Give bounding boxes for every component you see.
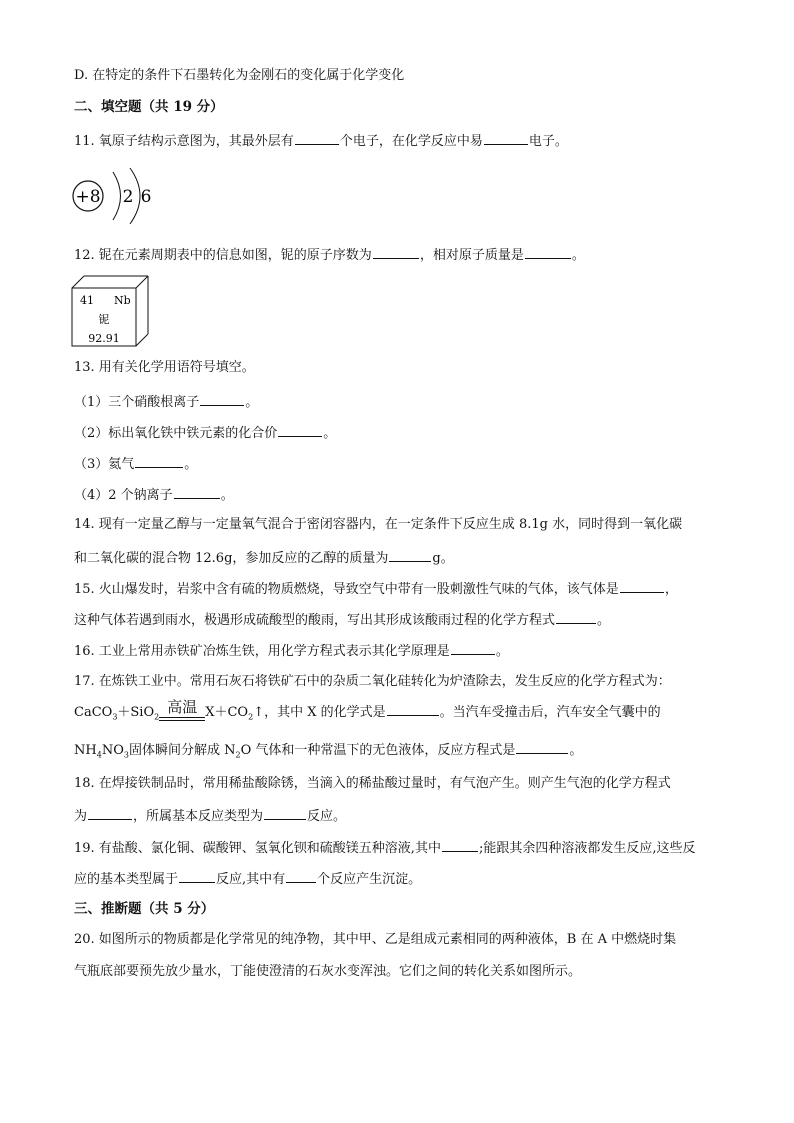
q13-blank-4[interactable] [174, 485, 220, 499]
q19-blank-1[interactable] [442, 838, 478, 852]
q11 [74, 131, 568, 151]
q11-blank-1[interactable] [295, 131, 339, 145]
subscript-4: 4 [96, 750, 102, 760]
q13-item-2 [74, 423, 336, 443]
q17-line-3 [74, 740, 582, 760]
q16 [74, 641, 509, 661]
q17-text-4: O 气体和一种常温下的无色液体，反应方程式是 [240, 743, 516, 758]
q18-text-3: 反应。 [307, 809, 347, 824]
q15-line-2 [74, 610, 610, 630]
q13-item-3 [74, 454, 197, 474]
atomic-mass: 92.91 [88, 332, 120, 345]
q18-text-2: ，所属基本反应类型为 [133, 809, 264, 824]
q18-line-2 [74, 806, 346, 826]
element-symbol: Nb [114, 294, 131, 307]
shell-2-electrons: 6 [140, 187, 152, 207]
q15-blank-1[interactable] [620, 579, 664, 593]
q13-item-1 [74, 392, 258, 412]
q16-blank[interactable] [451, 641, 495, 655]
q19-text: 19. 有盐酸、氯化铜、碳酸钾、氢氧化钡和硫酸镁五种溶液,其中 [74, 841, 441, 856]
section3-title: 三、推断题（共 5 分） [74, 901, 215, 917]
q18-text: 为 [74, 809, 88, 824]
subscript-3b: 3 [123, 750, 129, 760]
q13-item-3-text: （3）氦气 [74, 457, 135, 472]
periodic-table-cell [70, 274, 160, 350]
q19-blank-3[interactable] [286, 869, 316, 883]
subscript-2b: 2 [248, 712, 254, 722]
q17-question: ↑，其中 X 的化学式是 [253, 705, 386, 720]
q19-line-2 [74, 869, 421, 889]
q14-blank[interactable] [389, 548, 431, 562]
q20-line-1: 20. 如图所示的物质都是化学常见的纯净物，其中甲、乙是组成元素相同的两种液体，B 在 A 中燃烧时集 [74, 932, 677, 947]
nh4no3-formula-2: NO [101, 743, 124, 758]
subscript-2: 2 [154, 712, 160, 722]
q13-item-4 [74, 485, 234, 505]
electron-shell-1-arc [113, 172, 121, 220]
q13-item-1-text: （1）三个硝酸根离子 [74, 395, 200, 410]
q12-text-3: 。 [571, 248, 585, 263]
q18-blank-1[interactable] [88, 806, 132, 820]
atomic-number: 41 [80, 294, 94, 307]
sio2-formula: ＋SiO [117, 705, 155, 720]
q14-line-1: 14. 现有一定量乙醇与一定量氧气混合于密闭容器内，在一定条件下反应生成 8.1g 水，同时得到一氧化碳 [74, 517, 683, 532]
q19-text-3: 应的基本类型属于 [74, 872, 179, 887]
q20-line-2: 气瓶底部要预先放少量水，丁能使澄清的石灰水变浑浊。它们之间的转化关系如图所示。 [74, 964, 582, 979]
q15-text: 15. 火山爆发时，岩浆中含有硫的物质燃烧，导致空气中带有一股刺激性气味的气体，该气体是 [74, 582, 619, 597]
element-name: 铌 [98, 313, 110, 326]
q11-blank-2[interactable] [484, 131, 528, 145]
subscript-2c: 2 [235, 750, 241, 760]
section2-title: 二、填空题（共 19 分） [74, 99, 224, 115]
q14-line-2 [74, 548, 454, 568]
q13-blank-2[interactable] [278, 423, 322, 437]
q15-text-2: ， [664, 582, 678, 597]
q11-text-2: 个电子，在化学反应中易 [339, 134, 483, 149]
q13-end-2: 。 [323, 426, 337, 441]
q17-equation-line [74, 699, 661, 724]
q17-blank-1[interactable] [387, 702, 439, 716]
q13-end-1: 。 [245, 395, 259, 410]
cell-edge-top-left [72, 276, 84, 288]
q19-line-1 [74, 838, 695, 858]
q16-text: 16. 工业上常用赤铁矿冶炼生铁，用化学方程式表示其化学原理是 [74, 644, 450, 659]
q12-blank-2[interactable] [525, 245, 571, 259]
oxygen-atom-diagram [70, 166, 180, 236]
q19-text-5: 个反应产生沉淀。 [317, 872, 422, 887]
q12-text-2: ，相对原子质量是 [419, 248, 524, 263]
q15-text-4: 。 [597, 613, 611, 628]
q17-text-5: 。 [569, 743, 583, 758]
q13-title: 13. 用有关化学用语符号填空。 [74, 360, 255, 375]
q16-text-2: 。 [495, 644, 509, 659]
q17-text-3: 固体瞬间分解成 N [128, 743, 236, 758]
q19-text-4: 反应,其中有 [216, 872, 286, 887]
q14-unit: g。 [432, 551, 454, 566]
q18-line-1: 18. 在焊接铁制品时，常用稀盐酸除锈，当滴入的稀盐酸过量时，有气泡产生。则产生气泡的化学方程式 [74, 776, 671, 791]
q14-text: 和二氧化碳的混合物 12.6g，参加反应的乙醇的质量为 [74, 551, 389, 566]
q19-text-2: ;能跟其余四种溶液都发生反应,这些反 [478, 841, 696, 856]
subscript-3: 3 [112, 712, 118, 722]
shell-1-electrons: 2 [122, 187, 134, 207]
nucleus-charge: +8 [75, 187, 101, 207]
q13-end-4: 。 [220, 488, 234, 503]
caco3-formula: CaCO [74, 705, 113, 720]
q15-text-3: 这种气体若遇到雨水，极遇形成硫酸型的酸雨，写出其形成该酸雨过程的化学方程式 [74, 613, 556, 628]
q15-line-1 [74, 579, 678, 599]
high-temperature-label: 高温 [167, 698, 198, 716]
q12-blank-1[interactable] [373, 245, 419, 259]
equals-sign [159, 717, 205, 721]
nh4no3-formula: NH [74, 743, 97, 758]
q12-text: 12. 铌在元素周期表中的信息如图，铌的原子序数为 [74, 248, 372, 263]
cell-edge-bottom-right [136, 334, 148, 346]
q15-blank-2[interactable] [556, 610, 596, 624]
reaction-condition [159, 699, 205, 724]
q13-item-4-text: （4）2 个钠离子 [74, 488, 173, 503]
q17-blank-2[interactable] [516, 740, 568, 754]
q19-blank-2[interactable] [179, 869, 215, 883]
cell-edge-top-right [136, 276, 148, 288]
q11-text: 11. 氧原子结构示意图为，其最外层有 [74, 134, 294, 149]
q11-text-3: 电子。 [528, 134, 568, 149]
q13-end-3: 。 [184, 457, 198, 472]
q13-blank-3[interactable] [135, 454, 183, 468]
q17-text-2: 。当汽车受撞击后，汽车安全气囊中的 [439, 705, 661, 720]
q18-blank-2[interactable] [264, 806, 306, 820]
q10-option-d: D. 在特定的条件下石墨转化为金刚石的变化属于化学变化 [74, 68, 405, 83]
q13-blank-1[interactable] [200, 392, 244, 406]
products-formula: X＋CO [205, 705, 249, 720]
q13-item-2-text: （2）标出氧化铁中铁元素的化合价 [74, 426, 278, 441]
q12 [74, 245, 585, 265]
q17-line-1: 17. 在炼铁工业中。常用石灰石将铁矿石中的杂质二氧化硅转化为炉渣除去，发生反应的化学方程式为： [74, 674, 671, 689]
